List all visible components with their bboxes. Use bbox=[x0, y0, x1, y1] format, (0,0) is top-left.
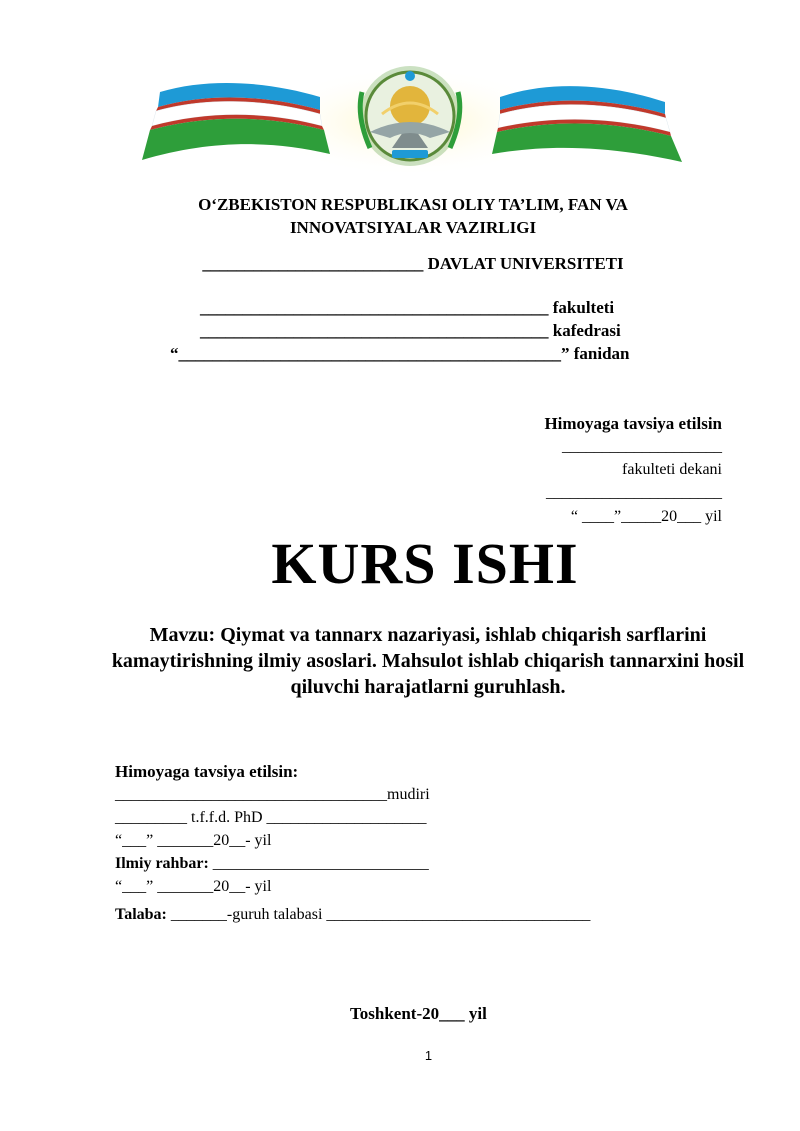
state-emblem-banner bbox=[130, 62, 690, 172]
emblem bbox=[360, 66, 460, 166]
department-line: _________________________________________ kafedrasi bbox=[200, 321, 621, 340]
dean-signature-line: ____________________ bbox=[562, 438, 722, 455]
supervisor-row bbox=[115, 855, 429, 873]
approval-heading: Himoyaga tavsiya etilsin bbox=[544, 414, 722, 433]
city-year: Toshkent-20___ yil bbox=[350, 1004, 487, 1023]
degree-line: _________ t.f.f.d. PhD ____________________ bbox=[115, 809, 427, 826]
topic-text: Mavzu: Qiymat va tannarx nazariyasi, ishlab chiqarish sarflarini kamaytirishning ilmiy asoslari. Mahsulot ishlab chiqarish tannarxini hosil qiluvchi harajatlarni guruhlash. bbox=[111, 624, 745, 698]
left-approval-heading: Himoyaga tavsiya etilsin: bbox=[115, 762, 299, 781]
date-line-2: “___” _______20__- yil bbox=[115, 878, 272, 895]
dean-title: fakulteti dekani bbox=[622, 461, 722, 478]
ministry-name-line1: O‘ZBEKISTON RESPUBLIKASI OLIY TA’LIM, FAN VA bbox=[198, 195, 628, 214]
page-number: 1 bbox=[424, 1048, 433, 1063]
faculty-line: _________________________________________ fakulteti bbox=[200, 298, 615, 317]
date-line-1: “___” _______20__- yil bbox=[115, 832, 272, 849]
student-row bbox=[115, 906, 590, 924]
supervisor-line: ___________________________ bbox=[208, 855, 429, 872]
ministry-name-line2: INNOVATSIYALAR VAZIRLIGI bbox=[289, 218, 537, 237]
dean-name-line: ______________________ bbox=[546, 484, 722, 501]
student-line: _______-guruh talabasi _________________________________ bbox=[166, 906, 591, 923]
approval-date: “ ____”_____20___ yil bbox=[570, 508, 722, 525]
university-name: __________________________ DAVLAT UNIVERSITETI bbox=[202, 254, 624, 273]
head-of-department-line: __________________________________mudiri bbox=[115, 786, 430, 803]
subject-line: “_____________________________________________” fanidan bbox=[170, 344, 630, 363]
left-flag bbox=[142, 83, 330, 160]
supervisor-label: Ilmiy rahbar: bbox=[115, 855, 209, 872]
student-label: Talaba: bbox=[115, 906, 167, 923]
document-title: KURS ISHI bbox=[271, 531, 579, 596]
